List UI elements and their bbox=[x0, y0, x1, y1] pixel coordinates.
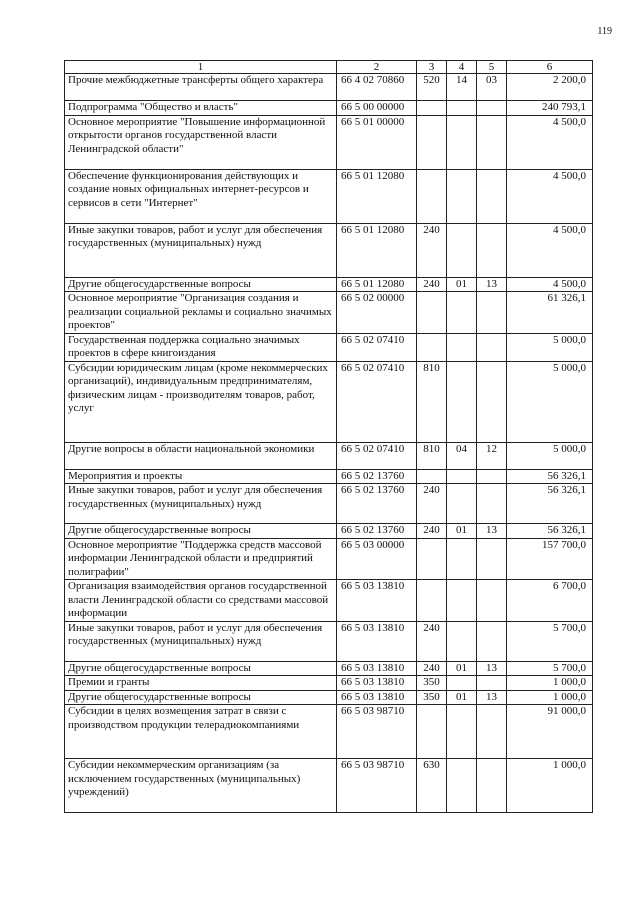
row-expense-type: 240 bbox=[417, 621, 447, 661]
table-row bbox=[65, 538, 593, 580]
row-section: 01 bbox=[447, 524, 477, 539]
table-row bbox=[65, 469, 593, 484]
row-amount: 4 500,0 bbox=[507, 277, 593, 292]
row-expense-type bbox=[417, 115, 447, 169]
table-row bbox=[65, 690, 593, 705]
row-code: 66 5 02 13760 bbox=[337, 469, 417, 484]
row-expense-type bbox=[417, 101, 447, 116]
row-name: Субсидии в целях возмещения затрат в связи с производством продукции телерадиокомпаниями bbox=[65, 705, 337, 759]
table-row bbox=[65, 676, 593, 691]
row-subsection bbox=[477, 169, 507, 223]
row-name: Другие общегосударственные вопросы bbox=[65, 690, 337, 705]
row-code: 66 5 01 12080 bbox=[337, 223, 417, 277]
row-expense-type: 350 bbox=[417, 690, 447, 705]
row-section bbox=[447, 223, 477, 277]
row-section: 01 bbox=[447, 661, 477, 676]
row-section bbox=[447, 101, 477, 116]
row-code: 66 5 02 07410 bbox=[337, 442, 417, 469]
row-name: Другие общегосударственные вопросы bbox=[65, 661, 337, 676]
row-code: 66 5 03 13810 bbox=[337, 621, 417, 661]
row-amount: 240 793,1 bbox=[507, 101, 593, 116]
column-header-6: 6 bbox=[507, 61, 593, 74]
row-code: 66 5 00 00000 bbox=[337, 101, 417, 116]
header-row bbox=[65, 61, 593, 74]
row-section: 01 bbox=[447, 690, 477, 705]
row-subsection bbox=[477, 223, 507, 277]
row-name: Другие общегосударственные вопросы bbox=[65, 524, 337, 539]
table-row bbox=[65, 292, 593, 334]
row-subsection bbox=[477, 292, 507, 334]
row-subsection bbox=[477, 759, 507, 813]
column-header-5: 5 bbox=[477, 61, 507, 74]
table-row bbox=[65, 442, 593, 469]
row-name: Основное мероприятие "Поддержка средств массовой информации Ленинградской области и предприятий полиграфии" bbox=[65, 538, 337, 580]
row-subsection bbox=[477, 101, 507, 116]
budget-table bbox=[64, 60, 593, 813]
row-section bbox=[447, 705, 477, 759]
row-code: 66 5 03 13810 bbox=[337, 676, 417, 691]
row-section: 14 bbox=[447, 74, 477, 101]
table-row bbox=[65, 580, 593, 622]
row-code: 66 5 02 07410 bbox=[337, 361, 417, 442]
row-section bbox=[447, 621, 477, 661]
row-code: 66 5 03 13810 bbox=[337, 690, 417, 705]
row-code: 66 5 03 13810 bbox=[337, 661, 417, 676]
row-amount: 61 326,1 bbox=[507, 292, 593, 334]
table-row bbox=[65, 661, 593, 676]
row-code: 66 4 02 70860 bbox=[337, 74, 417, 101]
table-row bbox=[65, 621, 593, 661]
row-section bbox=[447, 676, 477, 691]
row-expense-type: 240 bbox=[417, 484, 447, 524]
table-row bbox=[65, 484, 593, 524]
table-body bbox=[65, 74, 593, 813]
row-expense-type bbox=[417, 469, 447, 484]
row-subsection: 03 bbox=[477, 74, 507, 101]
row-subsection bbox=[477, 333, 507, 361]
row-expense-type: 240 bbox=[417, 661, 447, 676]
table-row bbox=[65, 74, 593, 101]
table-row bbox=[65, 759, 593, 813]
row-name: Обеспечение функционирования действующих и создание новых официальных интернет-ресурсов и сервисов в сети "Интернет" bbox=[65, 169, 337, 223]
row-name: Мероприятия и проекты bbox=[65, 469, 337, 484]
column-header-4: 4 bbox=[447, 61, 477, 74]
row-name: Субсидии юридическим лицам (кроме некоммерческих организаций), индивидуальным предпринимателям, физическим лицам - производителям товаров, работ, услуг bbox=[65, 361, 337, 442]
table-row bbox=[65, 361, 593, 442]
row-amount: 56 326,1 bbox=[507, 484, 593, 524]
table-row bbox=[65, 169, 593, 223]
row-section bbox=[447, 759, 477, 813]
row-section bbox=[447, 333, 477, 361]
row-amount: 5 700,0 bbox=[507, 621, 593, 661]
row-code: 66 5 03 13810 bbox=[337, 580, 417, 622]
row-amount: 91 000,0 bbox=[507, 705, 593, 759]
row-section bbox=[447, 469, 477, 484]
table-row bbox=[65, 705, 593, 759]
row-subsection bbox=[477, 361, 507, 442]
row-name: Основное мероприятие "Организация создания и реализации социальной рекламы и социально значимых проектов" bbox=[65, 292, 337, 334]
row-name: Другие вопросы в области национальной экономики bbox=[65, 442, 337, 469]
row-amount: 5 000,0 bbox=[507, 442, 593, 469]
table-row bbox=[65, 524, 593, 539]
row-amount: 5 000,0 bbox=[507, 361, 593, 442]
row-name: Субсидии некоммерческим организациям (за исключением государственных (муниципальных) учреждений) bbox=[65, 759, 337, 813]
column-header-3: 3 bbox=[417, 61, 447, 74]
row-amount: 56 326,1 bbox=[507, 524, 593, 539]
row-code: 66 5 02 07410 bbox=[337, 333, 417, 361]
row-code: 66 5 01 00000 bbox=[337, 115, 417, 169]
row-subsection: 13 bbox=[477, 661, 507, 676]
row-section bbox=[447, 115, 477, 169]
row-name: Иные закупки товаров, работ и услуг для обеспечения государственных (муниципальных) нужд bbox=[65, 621, 337, 661]
row-name: Другие общегосударственные вопросы bbox=[65, 277, 337, 292]
row-code: 66 5 02 00000 bbox=[337, 292, 417, 334]
row-code: 66 5 03 98710 bbox=[337, 759, 417, 813]
row-subsection bbox=[477, 538, 507, 580]
row-amount: 5 700,0 bbox=[507, 661, 593, 676]
row-amount: 56 326,1 bbox=[507, 469, 593, 484]
row-expense-type bbox=[417, 580, 447, 622]
column-header-2: 2 bbox=[337, 61, 417, 74]
row-amount: 2 200,0 bbox=[507, 74, 593, 101]
row-expense-type bbox=[417, 169, 447, 223]
row-expense-type: 240 bbox=[417, 277, 447, 292]
row-section bbox=[447, 538, 477, 580]
row-name: Прочие межбюджетные трансферты общего характера bbox=[65, 74, 337, 101]
row-name: Премии и гранты bbox=[65, 676, 337, 691]
row-section: 01 bbox=[447, 277, 477, 292]
table-row bbox=[65, 333, 593, 361]
row-subsection: 13 bbox=[477, 690, 507, 705]
row-amount: 6 700,0 bbox=[507, 580, 593, 622]
row-section bbox=[447, 580, 477, 622]
row-expense-type bbox=[417, 292, 447, 334]
row-amount: 1 000,0 bbox=[507, 759, 593, 813]
row-code: 66 5 01 12080 bbox=[337, 277, 417, 292]
row-code: 66 5 03 00000 bbox=[337, 538, 417, 580]
row-subsection bbox=[477, 469, 507, 484]
row-expense-type bbox=[417, 538, 447, 580]
row-expense-type: 240 bbox=[417, 223, 447, 277]
row-subsection bbox=[477, 621, 507, 661]
row-code: 66 5 02 13760 bbox=[337, 524, 417, 539]
row-subsection bbox=[477, 676, 507, 691]
row-name: Основное мероприятие "Повышение информационной открытости органов государственной власти Ленинградской области" bbox=[65, 115, 337, 169]
row-expense-type bbox=[417, 333, 447, 361]
row-amount: 4 500,0 bbox=[507, 223, 593, 277]
row-name: Государственная поддержка социально значимых проектов в сфере книгоиздания bbox=[65, 333, 337, 361]
row-expense-type: 810 bbox=[417, 442, 447, 469]
row-amount: 1 000,0 bbox=[507, 676, 593, 691]
row-subsection bbox=[477, 705, 507, 759]
row-expense-type: 240 bbox=[417, 524, 447, 539]
row-section bbox=[447, 169, 477, 223]
row-amount: 4 500,0 bbox=[507, 115, 593, 169]
row-subsection bbox=[477, 115, 507, 169]
row-subsection bbox=[477, 484, 507, 524]
table-row bbox=[65, 223, 593, 277]
row-amount: 4 500,0 bbox=[507, 169, 593, 223]
row-code: 66 5 03 98710 bbox=[337, 705, 417, 759]
row-section bbox=[447, 292, 477, 334]
row-expense-type: 350 bbox=[417, 676, 447, 691]
row-expense-type bbox=[417, 705, 447, 759]
table-row bbox=[65, 115, 593, 169]
row-expense-type: 810 bbox=[417, 361, 447, 442]
table-row bbox=[65, 277, 593, 292]
row-code: 66 5 02 13760 bbox=[337, 484, 417, 524]
row-name: Организация взаимодействия органов государственной власти Ленинградской области со средствами массовой информации bbox=[65, 580, 337, 622]
row-subsection: 13 bbox=[477, 524, 507, 539]
row-amount: 157 700,0 bbox=[507, 538, 593, 580]
row-section: 04 bbox=[447, 442, 477, 469]
row-expense-type: 520 bbox=[417, 74, 447, 101]
row-name: Иные закупки товаров, работ и услуг для обеспечения государственных (муниципальных) нужд bbox=[65, 484, 337, 524]
row-name: Иные закупки товаров, работ и услуг для обеспечения государственных (муниципальных) нужд bbox=[65, 223, 337, 277]
row-amount: 5 000,0 bbox=[507, 333, 593, 361]
page-number: 119 bbox=[597, 26, 612, 37]
row-name: Подпрограмма "Общество и власть" bbox=[65, 101, 337, 116]
row-subsection: 13 bbox=[477, 277, 507, 292]
row-subsection: 12 bbox=[477, 442, 507, 469]
row-code: 66 5 01 12080 bbox=[337, 169, 417, 223]
row-subsection bbox=[477, 580, 507, 622]
row-amount: 1 000,0 bbox=[507, 690, 593, 705]
row-section bbox=[447, 361, 477, 442]
row-expense-type: 630 bbox=[417, 759, 447, 813]
row-section bbox=[447, 484, 477, 524]
table-row bbox=[65, 101, 593, 116]
column-header-1: 1 bbox=[65, 61, 337, 74]
